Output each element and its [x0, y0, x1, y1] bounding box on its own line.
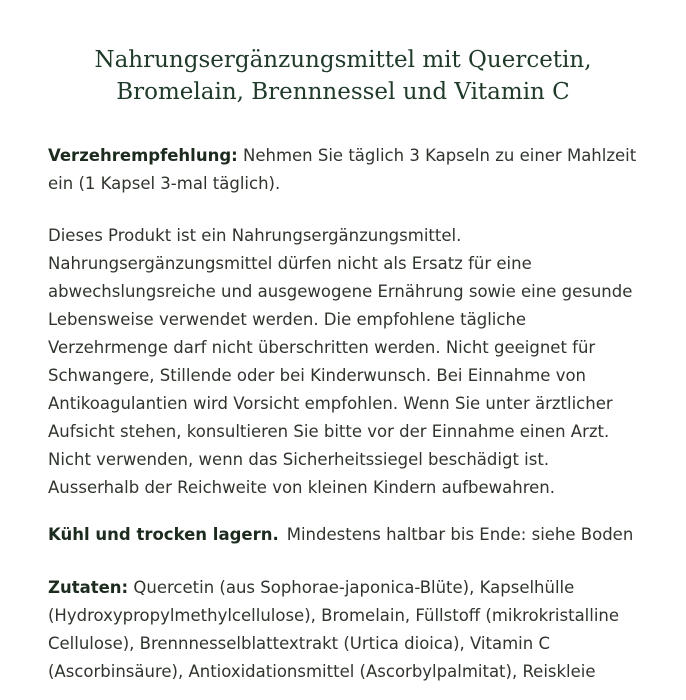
usage-label: Verzehrempfehlung: [48, 146, 238, 165]
warning-line: Antikoagulantien wird Vorsicht empfohlen. Wenn Sie unter ärztlicher [48, 394, 613, 413]
product-title-line-1: Nahrungsergänzungsmittel mit Quercetin, [94, 47, 592, 73]
warning-line: abwechslungsreiche und ausgewogene Ernährung sowie eine gesunde [48, 282, 633, 301]
warning-line: Nicht verwenden, wenn das Sicherheitssiegel beschädigt ist. [48, 450, 550, 469]
best-before-text: Mindestens haltbar bis Ende: siehe Boden [286, 525, 634, 544]
ingredients-text: Quercetin (aus Sophorae-japonica-Blüte), Kapselhülle (Hydroxypropylmethylcellulose), Bromelain, Füllstoff (mikrokristalline Cellulose), Brennnesselblattextrakt (Urtica dioica), Vitamin C (Ascorbinsäure), Antioxidationsmittel (Ascorbylpalmitat), Reiskleie [48, 578, 620, 681]
ingredients-label: Zutaten: [48, 578, 129, 597]
product-title-line-2: Bromelain, Brennnessel und Vitamin C [116, 79, 570, 105]
storage-label: Kühl und trocken lagern. [48, 525, 279, 544]
warning-line: Nahrungsergänzungsmittel dürfen nicht als Ersatz für eine [48, 254, 532, 273]
warning-line: Schwangere, Stillende oder bei Kinderwunsch. Bei Einnahme von [48, 366, 587, 385]
warning-line: Lebensweise verwendet werden. Die empfohlene tägliche [48, 310, 527, 329]
warning-line: Ausserhalb der Reichweite von kleinen Kindern aufbewahren. [48, 478, 555, 497]
usage-recommendation [48, 142, 648, 198]
warning-text [48, 222, 648, 502]
warning-line: Verzehrmenge darf nicht überschritten werden. Nicht geeignet für [48, 338, 596, 357]
warning-line: Dieses Produkt ist ein Nahrungsergänzungsmittel. [48, 226, 462, 245]
usage-text: Nehmen Sie täglich 3 Kapseln zu einer Mahlzeit ein (1 Kapsel 3-mal täglich). [48, 146, 637, 193]
warning-line: Aufsicht stehen, konsultieren Sie bitte vor der Einnahme einen Arzt. [48, 422, 610, 441]
ingredients [48, 574, 648, 686]
storage-info [48, 521, 648, 549]
product-title [0, 44, 686, 108]
